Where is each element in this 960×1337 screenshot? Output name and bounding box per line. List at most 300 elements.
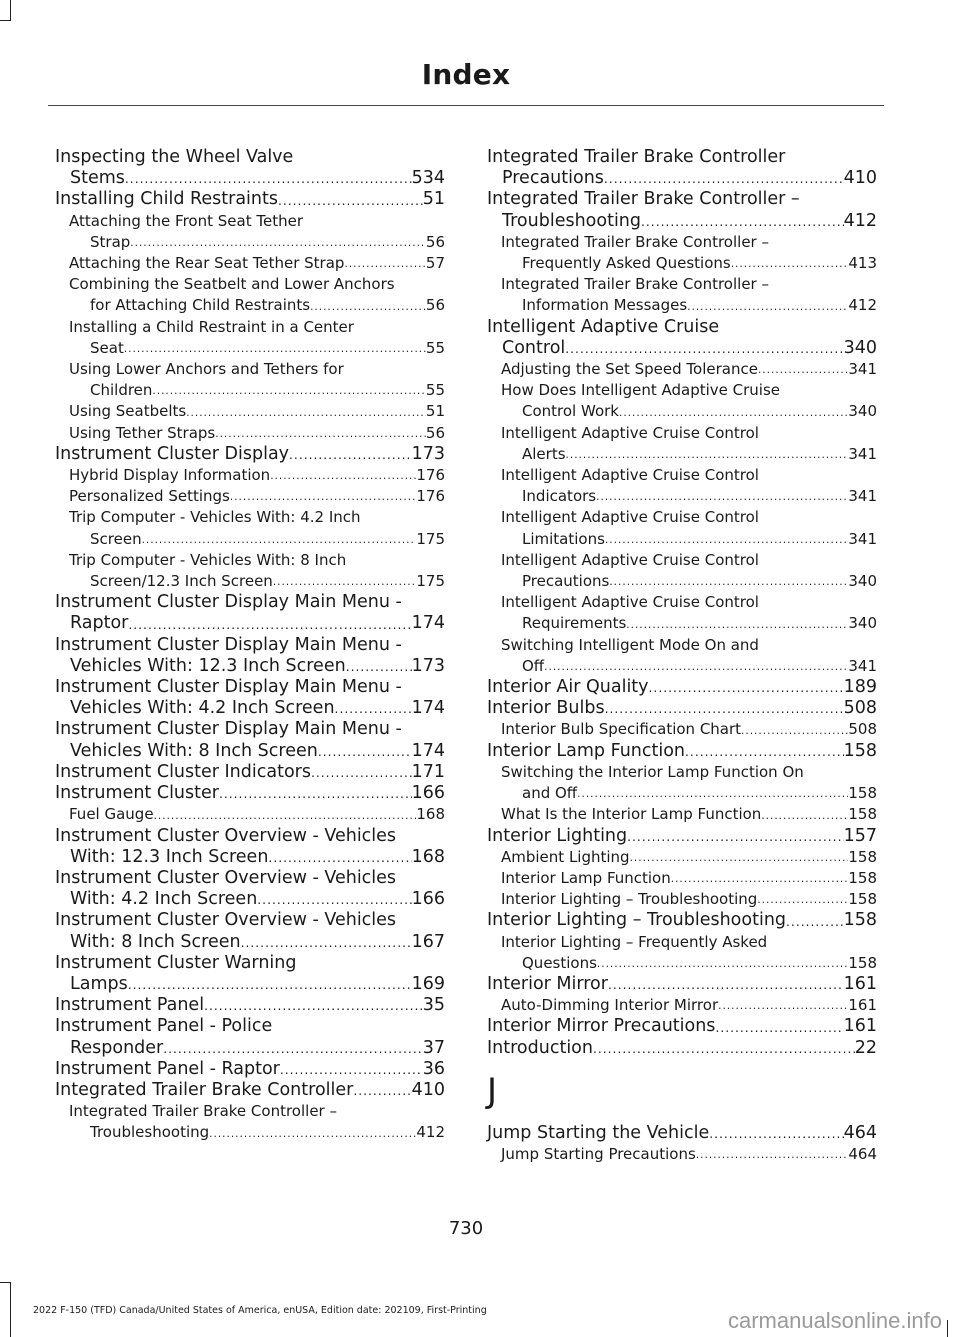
page-ref: 56	[425, 423, 445, 442]
entry-line	[55, 1080, 445, 1101]
entry-title: Integrated Trailer Brake Controller –	[69, 1102, 337, 1121]
entry-text: Using Seatbelts	[69, 402, 187, 421]
index-entry[interactable]	[55, 465, 445, 486]
dot-leader	[219, 785, 412, 804]
entry-text: Instrument Cluster Indicators	[55, 761, 311, 782]
entry-text: Off	[522, 656, 545, 675]
entry-text: Interior Lighting	[487, 825, 628, 846]
index-entry[interactable]	[55, 253, 445, 274]
index-column-left	[55, 147, 445, 1144]
entry-line	[55, 613, 445, 634]
entry-title: Instrument Cluster Overview - Vehicles	[55, 910, 397, 931]
entry-title: Instrument Cluster Display Main Menu -	[55, 677, 402, 698]
page-ref: 173	[411, 443, 445, 464]
page-ref: 56	[425, 296, 445, 315]
entry-text: Precautions	[522, 572, 610, 591]
entry-line	[55, 974, 445, 995]
entry-title: How Does Intelligent Adaptive Cruise	[501, 381, 780, 400]
entry-text: Interior Air Quality	[487, 677, 649, 698]
page-ref: 36	[422, 1058, 445, 1079]
dot-leader	[280, 1061, 423, 1080]
index-entry[interactable]	[55, 953, 445, 995]
page-ref: 158	[843, 910, 877, 931]
index-entry[interactable]	[55, 762, 445, 783]
dot-leader	[209, 1125, 416, 1144]
entry-title: Intelligent Adaptive Cruise Control	[501, 550, 759, 569]
entry-line	[55, 189, 445, 210]
entry-line	[69, 571, 445, 592]
entry-text: Vehicles With: 4.2 Inch Screen	[70, 698, 335, 719]
index-entry[interactable]	[55, 1101, 445, 1143]
dot-leader	[163, 1040, 422, 1059]
page-ref: 176	[416, 487, 445, 506]
entry-text: Fuel Gauge	[69, 805, 154, 824]
page-ref: 341	[848, 487, 877, 506]
entry-line	[487, 698, 877, 719]
entry-text: Raptor	[70, 613, 129, 634]
entry-text: for Attaching Child Restraints	[90, 296, 311, 315]
entry-title: Intelligent Adaptive Cruise Control	[501, 593, 759, 612]
index-entry[interactable]	[487, 232, 877, 274]
entry-title: Instrument Cluster Overview - Vehicles	[55, 825, 397, 846]
entry-title: Intelligent Adaptive Cruise Control	[501, 423, 759, 442]
page-ref: 51	[422, 189, 445, 210]
entry-text: Hybrid Display Information	[69, 466, 271, 485]
dot-leader	[128, 976, 412, 995]
page-ref: 534	[411, 168, 445, 189]
entry-text: Stems	[70, 168, 125, 189]
entry-title: Instrument Cluster Display Main Menu -	[55, 592, 402, 613]
entry-line	[55, 741, 445, 762]
page-ref: 340	[848, 402, 877, 421]
page-ref: 158	[848, 805, 877, 824]
entry-line	[55, 444, 445, 465]
index-entry[interactable]	[487, 274, 877, 316]
page-ref: 55	[425, 338, 445, 357]
dot-leader	[608, 976, 844, 995]
index-entry[interactable]	[55, 804, 445, 825]
page-title: Index	[421, 58, 511, 91]
entry-text: Troubleshooting	[502, 210, 642, 231]
entry-text: Control Work	[522, 402, 619, 421]
entry-line	[69, 1122, 445, 1143]
entry-line	[55, 698, 445, 719]
index-entry[interactable]	[487, 635, 877, 677]
index-entry[interactable]	[55, 635, 445, 677]
entry-text: Frequently Asked Questions	[522, 254, 731, 273]
page-ref: 176	[416, 466, 445, 485]
index-entry[interactable]	[487, 910, 877, 931]
entry-text: Lamps	[70, 973, 128, 994]
entry-title: Installing a Child Restraint in a Center	[69, 317, 354, 336]
page-ref: 341	[848, 656, 877, 675]
entry-text: Interior Lighting – Troubleshooting	[487, 910, 787, 931]
index-entry[interactable]	[487, 889, 877, 910]
index-entry[interactable]	[55, 317, 445, 359]
entry-title: Intelligent Adaptive Cruise	[487, 316, 720, 337]
dot-leader	[142, 531, 417, 550]
index-entry[interactable]	[55, 783, 445, 804]
page-ref: 340	[848, 614, 877, 633]
index-entry[interactable]	[487, 868, 877, 889]
entry-title: Intelligent Adaptive Cruise Control	[501, 466, 759, 485]
entry-title: Integrated Trailer Brake Controller –	[501, 232, 769, 251]
entry-title: Attaching the Front Seat Tether	[69, 211, 303, 230]
dot-leader	[565, 340, 843, 359]
entry-line	[69, 295, 445, 316]
entry-text: Troubleshooting	[90, 1123, 210, 1142]
entry-text: Seat	[90, 338, 124, 357]
page-ref: 413	[848, 254, 877, 273]
dot-leader	[761, 807, 848, 826]
dot-leader	[215, 425, 426, 444]
entry-title: Instrument Cluster Warning	[55, 952, 297, 973]
dot-leader	[597, 955, 848, 974]
index-entry[interactable]	[487, 1016, 877, 1037]
entry-text: Indicators	[522, 487, 597, 506]
page-ref: 158	[848, 784, 877, 803]
entry-line	[55, 656, 445, 677]
index-entry[interactable]	[487, 147, 877, 189]
page-ref: 167	[411, 931, 445, 952]
index-entry[interactable]	[55, 1016, 445, 1058]
dot-leader	[757, 891, 848, 910]
page-ref: 412	[843, 210, 877, 231]
dot-leader	[758, 361, 848, 380]
page-ref: 508	[848, 720, 877, 739]
entry-line	[487, 826, 877, 847]
entry-line	[55, 762, 445, 783]
dot-leader	[671, 870, 849, 889]
page-ref: 166	[411, 783, 445, 804]
entry-text: Auto-Dimming Interior Mirror	[501, 996, 719, 1015]
dot-leader	[604, 170, 844, 189]
index-entry[interactable]	[487, 380, 877, 422]
page-ref: 410	[843, 168, 877, 189]
page-ref: 57	[425, 254, 445, 273]
dot-leader	[204, 997, 423, 1016]
entry-text: Attaching the Rear Seat Tether Strap	[69, 254, 345, 273]
index-entry[interactable]	[55, 995, 445, 1016]
entry-text: Adjusting the Set Speed Tolerance	[501, 360, 758, 379]
dot-leader	[344, 255, 425, 274]
entry-text: Integrated Trailer Brake Controller	[55, 1079, 354, 1100]
crop-mark	[10, 1282, 11, 1337]
dot-leader	[270, 467, 416, 486]
dot-leader	[566, 446, 849, 465]
entry-text: Vehicles With: 8 Inch Screen	[70, 740, 318, 761]
entry-line	[69, 401, 445, 422]
crop-mark	[0, 20, 11, 21]
dot-leader	[128, 616, 411, 635]
entry-title: Instrument Cluster Display Main Menu -	[55, 719, 402, 740]
entry-line	[501, 1144, 877, 1165]
entry-text: Jump Starting Precautions	[501, 1144, 696, 1163]
dot-leader	[593, 1040, 855, 1059]
header-divider	[48, 105, 884, 106]
entry-title: Inspecting the Wheel Valve	[55, 147, 294, 167]
index-entry[interactable]	[55, 1059, 445, 1080]
entry-title: Intelligent Adaptive Cruise Control	[501, 508, 759, 527]
index-entry[interactable]	[487, 741, 877, 762]
entry-text: Alerts	[522, 444, 566, 463]
entry-line	[487, 677, 877, 698]
dot-leader	[596, 488, 848, 507]
entry-line	[501, 804, 877, 825]
dot-leader	[311, 764, 412, 783]
page-ref: 171	[411, 761, 445, 782]
entry-title: Instrument Cluster Display Main Menu -	[55, 634, 402, 655]
index-entry[interactable]	[55, 189, 445, 210]
entry-line	[501, 295, 877, 316]
page-ref: 158	[848, 890, 877, 909]
entry-title: Instrument Panel - Police	[55, 1016, 273, 1037]
dot-leader	[605, 531, 848, 550]
dot-leader	[731, 255, 849, 274]
entry-line	[69, 380, 445, 401]
dot-leader	[353, 1082, 411, 1101]
page-ref: 56	[425, 232, 445, 251]
entry-line	[55, 1059, 445, 1080]
entry-line	[55, 168, 445, 189]
page-ref: 341	[848, 444, 877, 463]
index-entry[interactable]	[55, 211, 445, 253]
entry-line	[69, 232, 445, 253]
entry-title: Integrated Trailer Brake Controller	[487, 147, 786, 167]
entry-text: Control	[502, 337, 566, 358]
index-column-right	[487, 147, 877, 1165]
page-ref: 51	[425, 402, 445, 421]
dot-leader	[649, 679, 844, 698]
entry-text: Using Tether Straps	[69, 423, 216, 442]
dot-leader	[627, 828, 843, 847]
entry-text: With: 8 Inch Screen	[70, 931, 241, 952]
index-entry[interactable]	[487, 359, 877, 380]
page-ref: 412	[416, 1123, 445, 1142]
entry-line	[501, 613, 877, 634]
page-ref: 35	[422, 995, 445, 1016]
entry-line	[501, 889, 877, 910]
entry-text: and Off	[522, 784, 578, 803]
page-ref: 55	[425, 381, 445, 400]
index-entry[interactable]	[55, 592, 445, 634]
index-entry[interactable]	[55, 677, 445, 719]
entry-line	[501, 529, 877, 550]
entry-line	[69, 338, 445, 359]
dot-leader	[273, 573, 417, 592]
index-entry[interactable]	[487, 423, 877, 465]
dot-leader	[544, 658, 848, 677]
entry-text: Instrument Panel - Raptor	[55, 1058, 280, 1079]
dot-leader	[786, 913, 844, 932]
entry-line	[55, 1038, 445, 1059]
entry-line	[55, 783, 445, 804]
entry-text: Instrument Panel	[55, 995, 205, 1016]
index-entry[interactable]	[487, 995, 877, 1016]
dot-leader	[687, 298, 848, 317]
index-entry[interactable]	[55, 423, 445, 444]
entry-line	[487, 974, 877, 995]
entry-line	[501, 656, 877, 677]
entry-title: Trip Computer - Vehicles With: 8 Inch	[69, 550, 347, 569]
dot-leader	[186, 404, 426, 423]
dot-leader	[241, 934, 412, 953]
index-entry[interactable]	[487, 317, 877, 359]
index-entry[interactable]	[487, 974, 877, 995]
entry-line	[487, 1123, 877, 1144]
entry-line	[487, 1016, 877, 1037]
index-entry[interactable]	[487, 550, 877, 592]
index-entry[interactable]	[487, 677, 877, 698]
entry-text: Installing Child Restraints	[55, 189, 278, 210]
page-ref: 175	[416, 529, 445, 548]
index-entry[interactable]	[55, 359, 445, 401]
index-entry[interactable]	[55, 274, 445, 316]
entry-line	[487, 910, 877, 931]
entry-line	[69, 253, 445, 274]
page-ref: 464	[848, 1144, 877, 1163]
entry-text: What Is the Interior Lamp Function	[501, 805, 762, 824]
page-ref: 22	[854, 1037, 877, 1058]
index-entry[interactable]	[487, 826, 877, 847]
watermark: carmanualsonline.info	[727, 1308, 942, 1333]
entry-text: Requirements	[522, 614, 627, 633]
page-ref: 341	[848, 360, 877, 379]
index-entry[interactable]	[55, 910, 445, 952]
dot-leader	[130, 234, 426, 253]
page-ref: 169	[411, 973, 445, 994]
index-entry[interactable]	[487, 592, 877, 634]
entry-text: Vehicles With: 12.3 Inch Screen	[70, 655, 346, 676]
entry-line	[69, 423, 445, 444]
entry-line	[69, 529, 445, 550]
dot-leader	[278, 192, 423, 211]
page-ref: 158	[848, 953, 877, 972]
dot-leader	[257, 891, 411, 910]
entry-title: Interior Lighting – Frequently Asked	[501, 932, 768, 951]
entry-line	[487, 168, 877, 189]
entry-text: With: 12.3 Inch Screen	[70, 846, 269, 867]
index-entry[interactable]	[55, 444, 445, 465]
crop-mark	[947, 1320, 948, 1337]
index-entry[interactable]	[55, 550, 445, 592]
entry-text: Limitations	[522, 529, 605, 548]
entry-title: Integrated Trailer Brake Controller –	[501, 275, 769, 294]
index-entry[interactable]	[55, 486, 445, 507]
entry-line	[501, 995, 877, 1016]
section-letter: J	[487, 1070, 498, 1111]
index-entry[interactable]	[487, 804, 877, 825]
entry-line	[501, 571, 877, 592]
index-entry[interactable]	[487, 719, 877, 740]
index-entry[interactable]	[487, 847, 877, 868]
index-entry[interactable]	[487, 932, 877, 974]
page-ref: 464	[843, 1122, 877, 1143]
dot-leader	[718, 997, 848, 1016]
crop-mark	[0, 1282, 11, 1283]
entry-line	[487, 338, 877, 359]
dot-leader	[152, 382, 425, 401]
entry-text: Strap	[90, 232, 131, 251]
dot-leader	[289, 446, 412, 465]
index-entry[interactable]	[55, 826, 445, 868]
index-entry[interactable]	[55, 719, 445, 761]
page-ref: 341	[848, 529, 877, 548]
entry-title: Combining the Seatbelt and Lower Anchors	[69, 275, 395, 294]
entry-text: Interior Mirror Precautions	[487, 1016, 716, 1037]
page-ref: 157	[843, 825, 877, 846]
index-entry[interactable]	[55, 868, 445, 910]
index-entry[interactable]	[487, 465, 877, 507]
dot-leader	[230, 488, 417, 507]
edition-footer: 2022 F-150 (TFD) Canada/United States of America, enUSA, Edition date: 202109, First-Printing	[33, 1305, 487, 1316]
entry-line	[501, 401, 877, 422]
entry-line	[501, 486, 877, 507]
index-entry[interactable]	[487, 189, 877, 231]
page-ref: 410	[411, 1079, 445, 1100]
dot-leader	[577, 785, 848, 804]
index-entry[interactable]	[487, 1144, 877, 1165]
index-entry[interactable]	[55, 401, 445, 422]
entry-text: Instrument Cluster	[55, 783, 219, 804]
dot-leader	[310, 298, 426, 317]
page-ref: 161	[843, 1016, 877, 1037]
entry-line	[501, 444, 877, 465]
entry-text: Ambient Lighting	[501, 847, 630, 866]
page-ref: 340	[848, 572, 877, 591]
entry-title: Trip Computer - Vehicles With: 4.2 Inch	[69, 508, 361, 527]
entry-line	[55, 995, 445, 1016]
index-entry[interactable]	[55, 1080, 445, 1101]
entry-text: Interior Bulb Specification Chart	[501, 720, 742, 739]
entry-title: Switching Intelligent Mode On and	[501, 635, 759, 654]
entry-line	[55, 889, 445, 910]
entry-text: Questions	[522, 953, 597, 972]
index-entry[interactable]	[487, 1038, 877, 1059]
entry-text: Jump Starting the Vehicle	[487, 1122, 710, 1143]
index-entry[interactable]	[55, 147, 445, 189]
entry-title: Switching the Interior Lamp Function On	[501, 762, 804, 781]
index-entry[interactable]	[487, 762, 877, 804]
page-ref: 175	[416, 572, 445, 591]
entry-text: Information Messages	[522, 296, 688, 315]
entry-line	[501, 783, 877, 804]
entry-text: Interior Lamp Function	[501, 868, 671, 887]
dot-leader	[715, 1019, 843, 1038]
entry-line	[487, 741, 877, 762]
index-entry[interactable]	[487, 507, 877, 549]
index-entry[interactable]	[487, 1123, 877, 1144]
dot-leader	[605, 700, 844, 719]
entry-line	[69, 486, 445, 507]
entry-text: Instrument Cluster Display	[55, 443, 290, 464]
page-ref: 173	[411, 655, 445, 676]
dot-leader	[641, 213, 844, 232]
page-ref: 189	[843, 677, 877, 698]
page-ref: 158	[843, 740, 877, 761]
dot-leader	[685, 743, 844, 762]
index-entry[interactable]	[487, 698, 877, 719]
entry-title: Instrument Cluster Overview - Vehicles	[55, 867, 397, 888]
page-ref: 508	[843, 698, 877, 719]
dot-leader	[124, 340, 426, 359]
entry-text: Introduction	[487, 1037, 593, 1058]
entry-text: Interior Mirror	[487, 973, 608, 994]
index-entry[interactable]	[55, 507, 445, 549]
dot-leader	[335, 700, 412, 719]
dot-leader	[741, 722, 848, 741]
dot-leader	[268, 849, 411, 868]
